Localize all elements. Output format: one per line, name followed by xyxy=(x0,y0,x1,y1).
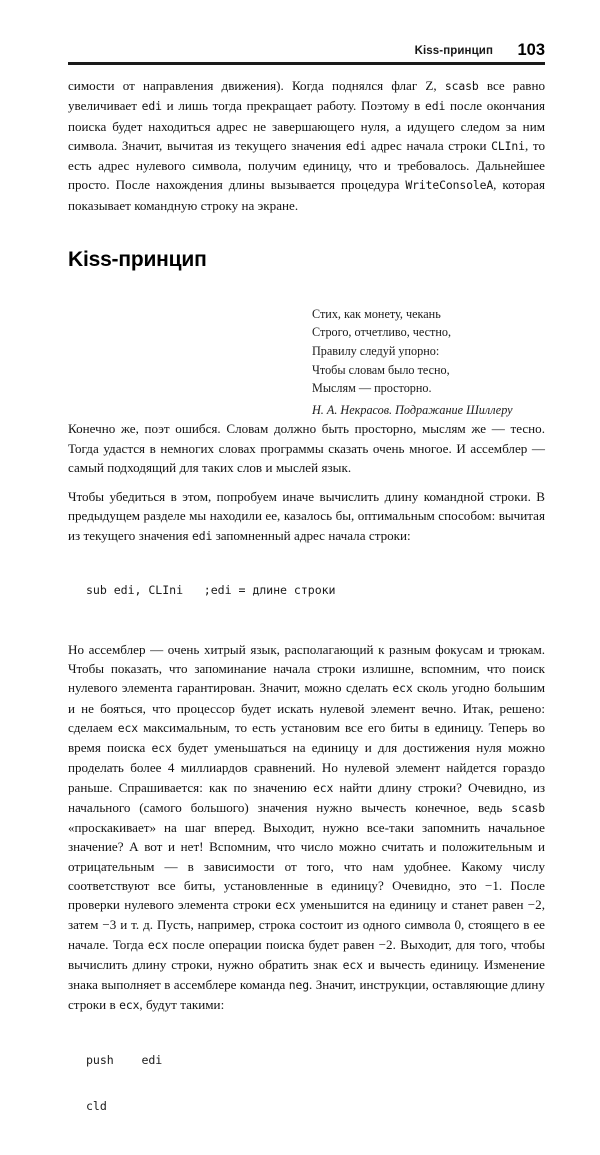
text-column xyxy=(68,76,545,1155)
code-line: push edi xyxy=(86,1053,163,1068)
epigraph-line: Строго, отчетливо, честно, xyxy=(312,325,452,340)
inline-code: WriteConsoleA xyxy=(405,178,494,193)
epigraph-inner xyxy=(312,305,545,420)
running-head-title: Kiss-принцип xyxy=(414,44,493,57)
paragraph-1: Конечно же, поэт ошибся. Словам должно быть просторно, мыслям же — тесно. Тогда удастся в немногих словах программы сказать очень многое. И ассемблер — самый подходящий для таких слов и мыслей язык. xyxy=(68,421,545,475)
inline-code: ecx xyxy=(312,780,334,795)
epigraph-line: Чтобы словам было тесно, xyxy=(312,362,450,377)
epigraph-line: Правилу следуй упорно: xyxy=(312,344,440,359)
inline-code: CLIni xyxy=(491,138,525,153)
inline-code: scasb xyxy=(444,79,479,93)
inline-code: ecx xyxy=(117,720,139,735)
inline-code: edi xyxy=(191,528,213,543)
paragraph-continued: симости от направления движения). Когда поднялся флаг Z, scasb все равно увеличивает edi и лишь тогда прекращает работу. Поэтому в edi после окончания поиска будет находиться адрес не завершающего нуля, а идущего следом за ним символа. Значит, вычитая из текущего значения edi адрес начала строки CLIni, то есть адрес нулевого символа, получим единицу, что и требовалось. Дальнейшее просто. После нахождения длины вызывается процедура WriteConsoleA, которая показывает командную строку на экране. xyxy=(68,78,546,213)
inline-code: edi xyxy=(345,138,367,153)
chapter-title: Kiss-принцип xyxy=(68,247,207,271)
running-head xyxy=(68,36,545,58)
code-listing-2 xyxy=(68,1023,545,1145)
epigraph xyxy=(68,305,545,420)
inline-code: ecx xyxy=(147,937,169,952)
inline-code: edi xyxy=(141,99,162,114)
inline-code: ecx xyxy=(392,681,413,696)
inline-code: edi xyxy=(425,99,446,114)
inline-code: ecx xyxy=(342,957,363,972)
inline-code: ecx xyxy=(151,741,172,756)
page-number: 103 xyxy=(517,40,545,59)
paragraph-2: Чтобы убедиться в этом, попробуем иначе вычислить длину командной строки. В предыдущем разделе мы находили ее, казалось бы, оптимальным способом: вычитая из текущего значения edi запомненный адрес начала строки: xyxy=(68,489,545,543)
epigraph-source: Н. А. Некрасов. Подражание Шиллеру xyxy=(312,402,513,417)
code-line: sub edi, CLIni ;edi = длине строки xyxy=(86,583,336,598)
epigraph-line: Мыслям — просторно. xyxy=(312,381,432,396)
inline-code: ecx xyxy=(119,998,140,1013)
epigraph-line: Стих, как монету, чекань xyxy=(312,306,441,321)
inline-code: ecx xyxy=(275,898,296,913)
code-line: cld xyxy=(86,1098,107,1113)
header-rule xyxy=(68,62,545,65)
inline-code: scasb xyxy=(511,800,545,815)
code-listing-1 xyxy=(68,553,545,629)
paragraph-3: Но ассемблер — очень хитрый язык, располагающий к разным фокусам и трюкам. Чтобы показать, что запоминание начала строки излишне, вспомним, что поиск нулевого элемента гарантирован. Значит, можно сделать ecx сколь угодно большим и не бояться, что процессор будет искать нулевой элемент вечно. Итак, решено: сделаем ecx максимальным, то есть установим все его биты в единицу. Теперь во время поиска ecx будет уменьшаться на единицу и для достижения нуля можно проделать более 4 миллиардов сравнений. Но нулевой элемент найдется гораздо раньше. Спрашивается: как по значению ecx найти длину строки? Очевидно, из начального (самого большого) значения нужно вычесть конечное, ведь scasb «проскакивает» на шаг вперед. Выходит, нужно все-таки запомнить начальное значение? А вот и нет! Вспомним, что число можно считать и положительным и отрицательным — в зависимости от того, что нам удобнее. Какому числу соответствуют все биты, установленные в единицу? Очевидно, это −1. После проверки нулевого элемента строки ecx уменьшится на единицу и станет равен −2, затем −3 и т. д. Пусть, например, строка состоит из одного символа 0, стоящего в ее начале. Тогда ecx после операции поиска будет равен −2. Выходит, для того, чтобы вычислить длину строки, нужно обратить знак ecx и вычесть единицу. Изменение знака выполняет в ассемблере команда neg. Значит, инструкции, оставляющие длину строки в ecx, будут такими: xyxy=(68,641,545,1013)
inline-code: neg xyxy=(288,978,310,993)
